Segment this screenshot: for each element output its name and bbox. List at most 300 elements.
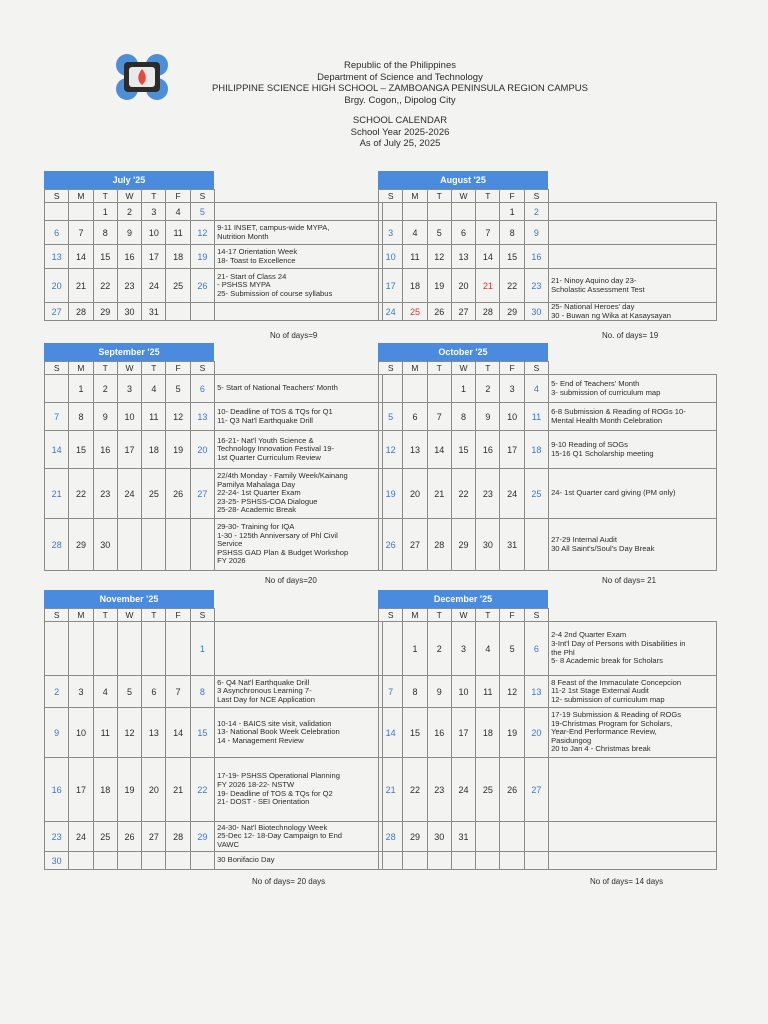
day-cell: 14 xyxy=(427,431,451,469)
week-row xyxy=(45,469,383,519)
day-cell: 24 xyxy=(500,469,524,519)
day-cell: 22 xyxy=(190,758,214,822)
day-cell: 27 xyxy=(403,519,427,571)
event-text: 19-Christmas Program for Scholars, xyxy=(551,719,673,728)
week-row xyxy=(379,403,717,431)
day-cell: 1 xyxy=(403,622,427,676)
week-row xyxy=(45,852,383,870)
event-text: 20 to Jan 4 - Christmas break xyxy=(551,745,651,754)
events-cell xyxy=(215,269,383,303)
weekday-header: M xyxy=(403,609,427,622)
day-cell: 9 xyxy=(93,403,117,431)
day-cell: 2 xyxy=(117,203,141,221)
day-cell: 4 xyxy=(142,375,166,403)
day-cell xyxy=(403,375,427,403)
event-text: FY 2026 18-22- NSTW xyxy=(217,780,295,789)
day-cell: 31 xyxy=(500,519,524,571)
day-cell: 22 xyxy=(451,469,475,519)
day-cell: 24 xyxy=(379,303,403,321)
weekday-header: W xyxy=(451,190,475,203)
day-cell: 11 xyxy=(524,403,548,431)
day-cell xyxy=(69,622,93,676)
day-cell xyxy=(500,852,524,870)
events-cell xyxy=(215,822,383,852)
day-cell: 16 xyxy=(93,431,117,469)
weekday-header-row xyxy=(45,609,383,622)
weekday-header: S xyxy=(190,362,214,375)
week-row xyxy=(45,758,383,822)
events-cell xyxy=(215,519,383,571)
week-row xyxy=(379,221,717,245)
day-cell: 23 xyxy=(427,758,451,822)
week-row xyxy=(45,221,383,245)
events-cell xyxy=(215,375,383,403)
day-cell: 22 xyxy=(69,469,93,519)
event-text: 9-11 INSET, campus-wide MYPA, xyxy=(217,223,330,232)
day-cell: 26 xyxy=(117,822,141,852)
day-cell xyxy=(142,519,166,571)
day-cell: 17 xyxy=(451,708,475,758)
day-cell xyxy=(476,852,500,870)
day-cell xyxy=(190,852,214,870)
month-title: July '25 xyxy=(44,171,214,189)
event-text: Last Day for NCE Application xyxy=(217,695,315,704)
events-cell xyxy=(549,622,717,676)
day-cell: 7 xyxy=(427,403,451,431)
events-cell xyxy=(549,221,717,245)
day-cell: 28 xyxy=(69,303,93,321)
day-cell: 5 xyxy=(166,375,190,403)
events-cell xyxy=(549,203,717,221)
day-cell: 6 xyxy=(142,676,166,708)
day-cell: 19 xyxy=(427,269,451,303)
event-text: Pamilya Mahalaga Day xyxy=(217,480,296,489)
event-text: 2-4 2nd Quarter Exam xyxy=(551,631,627,640)
day-cell xyxy=(93,622,117,676)
day-cell xyxy=(427,852,451,870)
day-cell: 13 xyxy=(524,676,548,708)
event-text: 9-10 Reading of SOGs xyxy=(551,440,628,449)
header-line: PHILIPPINE SCIENCE HIGH SCHOOL – ZAMBOANGA PENINSULA REGION CAMPUS xyxy=(211,83,589,94)
header-line: Department of Science and Technology xyxy=(317,71,483,83)
event-text: 11- Q3 Nat'l Earthquake Drill xyxy=(217,416,313,425)
day-cell: 19 xyxy=(500,708,524,758)
day-cell: 15 xyxy=(69,431,93,469)
event-text: Year-End Performance Review, xyxy=(551,728,657,737)
weekday-header: T xyxy=(93,609,117,622)
events-cell xyxy=(215,852,383,870)
day-cell xyxy=(142,852,166,870)
day-cell: 3 xyxy=(500,375,524,403)
day-cell: 1 xyxy=(190,622,214,676)
day-cell: 26 xyxy=(166,469,190,519)
events-cell xyxy=(549,269,717,303)
day-cell: 16 xyxy=(117,245,141,269)
day-cell: 22 xyxy=(403,758,427,822)
day-cell xyxy=(190,519,214,571)
day-cell: 12 xyxy=(379,431,403,469)
day-cell: 26 xyxy=(500,758,524,822)
day-cell: 13 xyxy=(45,245,69,269)
event-text: - PSHSS MYPA xyxy=(217,281,271,290)
events-cell xyxy=(215,708,383,758)
event-text: VAWC xyxy=(217,840,240,849)
day-cell: 26 xyxy=(427,303,451,321)
weekday-header: S xyxy=(45,609,69,622)
event-text: 8 Feast of the Immaculate Concepcion xyxy=(551,678,682,687)
event-text: 6- Q4 Nat'l Earthquake Drill xyxy=(217,678,310,687)
day-cell: 28 xyxy=(166,822,190,852)
weekday-header: T xyxy=(427,609,451,622)
events-cell xyxy=(549,822,717,852)
day-cell: 4 xyxy=(403,221,427,245)
week-row xyxy=(379,431,717,469)
event-text: Service xyxy=(217,540,243,549)
event-text: 21- Ninoy Aquino day 23- xyxy=(551,276,637,285)
day-cell: 20 xyxy=(451,269,475,303)
day-cell: 13 xyxy=(142,708,166,758)
event-text: Nutrition Month xyxy=(217,232,269,241)
day-cell xyxy=(117,519,141,571)
day-cell: 29 xyxy=(69,519,93,571)
weekday-header-row xyxy=(379,362,717,375)
week-row xyxy=(45,303,383,321)
events-cell xyxy=(215,431,383,469)
day-cell: 11 xyxy=(93,708,117,758)
day-cell: 28 xyxy=(45,519,69,571)
month-title: August '25 xyxy=(378,171,548,189)
event-text: 19- Deadline of TOS & TQs for Q2 xyxy=(217,789,333,798)
weekday-header: S xyxy=(190,609,214,622)
weekday-header: S xyxy=(45,190,69,203)
week-row xyxy=(45,622,383,676)
days-count: No of days= 20 days xyxy=(252,877,326,886)
event-text: 21- DOST - SEI Orientation xyxy=(217,798,310,807)
day-cell: 23 xyxy=(117,269,141,303)
day-cell: 17 xyxy=(69,758,93,822)
event-text: 30 All Saint's/Soul's Day Break xyxy=(551,544,655,553)
day-cell: 9 xyxy=(45,708,69,758)
day-cell: 27 xyxy=(142,822,166,852)
weekday-header: T xyxy=(142,190,166,203)
weekday-header: S xyxy=(524,190,548,203)
day-cell: 5 xyxy=(500,622,524,676)
week-row xyxy=(45,519,383,571)
day-cell xyxy=(500,822,524,852)
day-cell: 14 xyxy=(476,245,500,269)
day-cell xyxy=(45,622,69,676)
day-cell: 6 xyxy=(524,622,548,676)
day-cell: 26 xyxy=(379,519,403,571)
event-text: 25-Dec 12- 18-Day Campaign to End xyxy=(217,832,343,841)
day-cell xyxy=(117,852,141,870)
day-cell: 16 xyxy=(427,708,451,758)
day-cell xyxy=(427,203,451,221)
day-cell: 10 xyxy=(142,221,166,245)
events-cell xyxy=(549,676,717,708)
event-text: 3- submission of curriculum map xyxy=(551,388,661,397)
weekday-header: T xyxy=(142,609,166,622)
event-text: Technology Innovation Festival 19- xyxy=(217,445,335,454)
header-line: Brgy. Cogon,, Dipolog City xyxy=(344,94,456,106)
event-text: 22/4th Monday - Family Week/Kainang xyxy=(217,472,348,481)
day-cell: 25 xyxy=(476,758,500,822)
weekday-header: T xyxy=(476,609,500,622)
weekday-header: W xyxy=(451,609,475,622)
event-text: 30 Bonifacio Day xyxy=(217,856,275,865)
day-cell: 17 xyxy=(500,431,524,469)
day-cell: 27 xyxy=(451,303,475,321)
events-cell xyxy=(215,676,383,708)
weekday-header: W xyxy=(451,362,475,375)
day-cell: 9 xyxy=(117,221,141,245)
weekday-header: T xyxy=(476,190,500,203)
day-cell: 8 xyxy=(451,403,475,431)
event-text: 3 Asynchronous Learning 7- xyxy=(217,687,312,696)
event-text: 14 - Management Review xyxy=(217,736,304,745)
day-cell: 10 xyxy=(117,403,141,431)
day-cell xyxy=(190,303,214,321)
day-cell: 5 xyxy=(379,403,403,431)
day-cell xyxy=(427,375,451,403)
day-cell: 26 xyxy=(190,269,214,303)
day-cell: 5 xyxy=(427,221,451,245)
weekday-header: S xyxy=(379,362,403,375)
day-cell: 16 xyxy=(524,245,548,269)
events-cell xyxy=(215,622,383,676)
event-text: 13- National Book Week Celebration xyxy=(217,728,340,737)
event-text: 25-28- Academic Break xyxy=(217,506,297,515)
event-text: 11-2 1st Stage External Audit xyxy=(551,687,649,696)
day-cell: 3 xyxy=(142,203,166,221)
weekday-header: S xyxy=(379,609,403,622)
event-text: 5- End of Teachers' Month xyxy=(551,379,640,388)
pshs-logo xyxy=(112,52,172,102)
week-row xyxy=(45,245,383,269)
day-cell xyxy=(476,822,500,852)
week-row xyxy=(379,203,717,221)
days-count: No of days= 21 xyxy=(602,576,657,585)
day-cell xyxy=(451,203,475,221)
day-cell: 2 xyxy=(93,375,117,403)
day-cell: 7 xyxy=(379,676,403,708)
header-line: Republic of the Philippines xyxy=(344,60,456,71)
day-cell: 20 xyxy=(403,469,427,519)
weekday-header-row xyxy=(45,362,383,375)
day-cell: 4 xyxy=(93,676,117,708)
day-cell: 3 xyxy=(379,221,403,245)
event-text: 5- Start of National Teachers' Month xyxy=(217,384,338,393)
day-cell: 10 xyxy=(69,708,93,758)
day-cell: 11 xyxy=(142,403,166,431)
week-row xyxy=(379,469,717,519)
weekday-header-row xyxy=(45,190,383,203)
weekday-header: T xyxy=(427,362,451,375)
day-cell: 30 xyxy=(427,822,451,852)
events-cell xyxy=(549,758,717,822)
day-cell xyxy=(166,303,190,321)
day-cell: 20 xyxy=(524,708,548,758)
day-cell: 30 xyxy=(45,852,69,870)
week-row xyxy=(379,519,717,571)
day-cell: 6 xyxy=(190,375,214,403)
day-cell: 11 xyxy=(166,221,190,245)
day-cell: 27 xyxy=(45,303,69,321)
day-cell: 16 xyxy=(45,758,69,822)
day-cell: 28 xyxy=(427,519,451,571)
day-cell: 23 xyxy=(476,469,500,519)
day-cell: 21 xyxy=(45,469,69,519)
day-cell: 13 xyxy=(451,245,475,269)
day-cell xyxy=(166,622,190,676)
event-text: 18- Toast to Excellence xyxy=(217,256,296,265)
weekday-header: F xyxy=(500,609,524,622)
day-cell: 24 xyxy=(117,469,141,519)
event-text: 21- Start of Class 24 xyxy=(217,272,287,281)
day-cell: 22 xyxy=(500,269,524,303)
event-text: 1-30 - 125th Anniversary of Phl Civil xyxy=(217,531,338,540)
day-cell: 3 xyxy=(69,676,93,708)
day-cell: 1 xyxy=(451,375,475,403)
month-table xyxy=(378,189,717,321)
weekday-header: S xyxy=(524,362,548,375)
event-text: 30 - Buwan ng Wika at Kasaysayan xyxy=(551,311,671,320)
day-cell xyxy=(379,852,403,870)
weekday-header: T xyxy=(427,190,451,203)
day-cell xyxy=(45,203,69,221)
day-cell: 9 xyxy=(427,676,451,708)
day-cell: 15 xyxy=(500,245,524,269)
days-count: No. of days= 19 xyxy=(602,331,659,340)
events-header xyxy=(215,190,383,203)
day-cell: 29 xyxy=(403,822,427,852)
day-cell: 19 xyxy=(117,758,141,822)
week-row xyxy=(45,203,383,221)
day-cell xyxy=(403,852,427,870)
day-cell: 15 xyxy=(403,708,427,758)
weekday-header: S xyxy=(524,609,548,622)
day-cell: 19 xyxy=(379,469,403,519)
calendar-title: SCHOOL CALENDAR xyxy=(352,115,448,126)
day-cell: 20 xyxy=(45,269,69,303)
day-cell xyxy=(524,852,548,870)
day-cell: 3 xyxy=(117,375,141,403)
events-cell xyxy=(215,758,383,822)
as-of-date: As of July 25, 2025 xyxy=(359,138,441,149)
day-cell: 1 xyxy=(500,203,524,221)
week-row xyxy=(379,852,717,870)
weekday-header: M xyxy=(403,362,427,375)
event-text: 5- 8 Academic break for Scholars xyxy=(551,657,663,666)
week-row xyxy=(45,676,383,708)
month-title: October '25 xyxy=(378,343,548,361)
day-cell: 31 xyxy=(142,303,166,321)
day-cell: 9 xyxy=(476,403,500,431)
events-header xyxy=(549,609,717,622)
event-text: 6-8 Submission & Reading of ROGs 10- xyxy=(551,407,686,416)
day-cell: 25 xyxy=(403,303,427,321)
events-cell xyxy=(549,403,717,431)
weekday-header: S xyxy=(379,190,403,203)
events-cell xyxy=(215,303,383,321)
weekday-header: T xyxy=(93,362,117,375)
day-cell: 14 xyxy=(69,245,93,269)
day-cell xyxy=(451,852,475,870)
day-cell: 23 xyxy=(45,822,69,852)
events-cell xyxy=(549,469,717,519)
day-cell: 29 xyxy=(190,822,214,852)
day-cell xyxy=(45,375,69,403)
day-cell: 2 xyxy=(45,676,69,708)
day-cell: 14 xyxy=(45,431,69,469)
day-cell: 18 xyxy=(476,708,500,758)
week-row xyxy=(45,375,383,403)
day-cell: 18 xyxy=(93,758,117,822)
week-row xyxy=(379,269,717,303)
day-cell: 31 xyxy=(451,822,475,852)
day-cell: 21 xyxy=(166,758,190,822)
day-cell: 13 xyxy=(403,431,427,469)
month-title: November '25 xyxy=(44,590,214,608)
weekday-header: W xyxy=(117,362,141,375)
event-text: 12- submission of curriculum map xyxy=(551,695,665,704)
day-cell: 11 xyxy=(403,245,427,269)
day-cell: 8 xyxy=(403,676,427,708)
month-table xyxy=(378,608,717,870)
event-text: 1st Quarter Curriculum Review xyxy=(217,453,321,462)
day-cell xyxy=(117,622,141,676)
day-cell: 30 xyxy=(93,519,117,571)
day-cell: 19 xyxy=(190,245,214,269)
events-cell xyxy=(215,245,383,269)
week-row xyxy=(379,622,717,676)
week-row xyxy=(379,303,717,321)
day-cell xyxy=(166,519,190,571)
day-cell: 15 xyxy=(190,708,214,758)
day-cell: 27 xyxy=(190,469,214,519)
month-table xyxy=(44,189,383,321)
day-cell: 12 xyxy=(427,245,451,269)
weekday-header: M xyxy=(403,190,427,203)
event-text: 17-19- PSHSS Operational Planning xyxy=(217,772,340,781)
events-cell xyxy=(215,221,383,245)
event-text: 3-Int'l Day of Persons with Disabilities in xyxy=(551,639,686,648)
day-cell: 21 xyxy=(69,269,93,303)
weekday-header-row xyxy=(379,609,717,622)
event-text: PSHSS GAD Plan & Budget Workshop xyxy=(217,548,349,557)
day-cell: 23 xyxy=(93,469,117,519)
event-text: the Phl xyxy=(551,648,575,657)
days-count: No of days=20 xyxy=(265,576,317,585)
day-cell: 30 xyxy=(524,303,548,321)
month-table xyxy=(44,361,383,571)
day-cell: 20 xyxy=(190,431,214,469)
day-cell: 6 xyxy=(451,221,475,245)
day-cell: 25 xyxy=(93,822,117,852)
day-cell xyxy=(379,375,403,403)
day-cell: 1 xyxy=(69,375,93,403)
week-row xyxy=(379,822,717,852)
day-cell: 21 xyxy=(476,269,500,303)
event-text: Mental Health Month Celebration xyxy=(551,416,663,425)
day-cell: 18 xyxy=(166,245,190,269)
day-cell: 20 xyxy=(142,758,166,822)
day-cell: 18 xyxy=(142,431,166,469)
school-year: School Year 2025-2026 xyxy=(350,126,450,138)
document-header xyxy=(190,60,610,150)
weekday-header: T xyxy=(142,362,166,375)
day-cell: 23 xyxy=(524,269,548,303)
